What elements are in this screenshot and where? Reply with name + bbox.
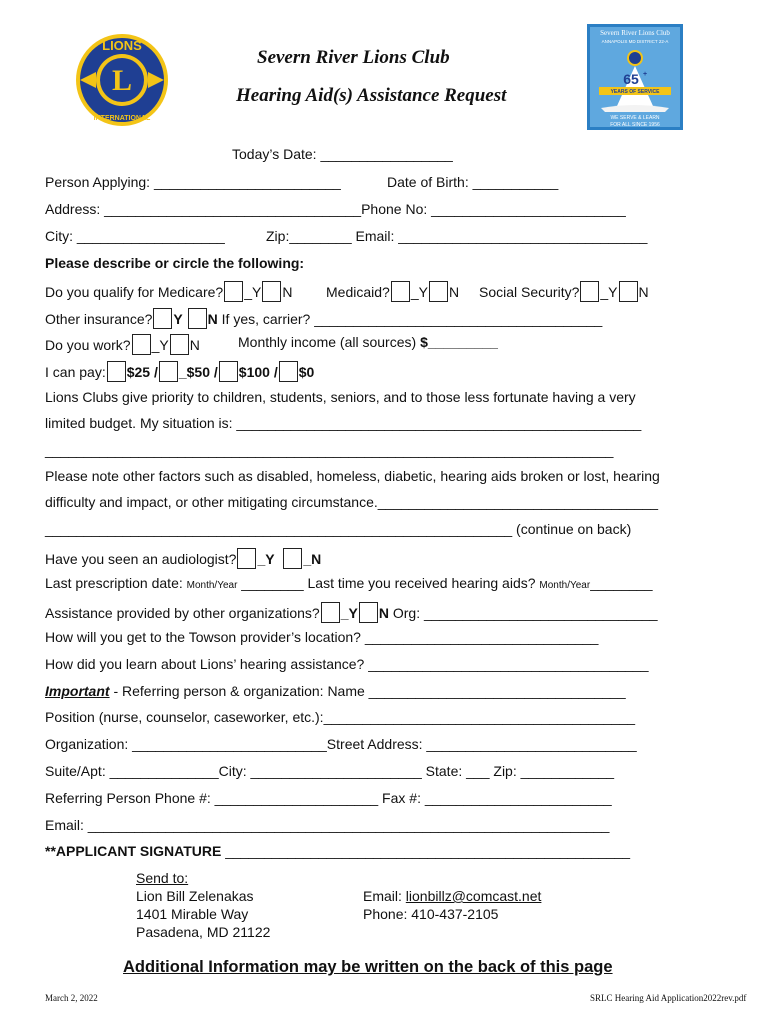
mitigating-field[interactable]: difficulty and impact, or other mitigating circumstance.____________________________________ bbox=[45, 494, 659, 510]
svg-text:Severn River Lions Club: Severn River Lions Club bbox=[600, 29, 670, 37]
situation-line-2[interactable]: _________________________________________________________________________ bbox=[45, 442, 614, 458]
pay-25-checkbox[interactable] bbox=[107, 361, 126, 382]
svg-text:FOR ALL SINCE 1956: FOR ALL SINCE 1956 bbox=[610, 122, 660, 128]
organization-field[interactable]: Organization: _________________________Street Address: ___________________________ bbox=[45, 736, 637, 752]
pay-option-25: $25 / bbox=[126, 364, 158, 380]
income-label: Monthly income (all sources) bbox=[238, 334, 421, 350]
situation-field[interactable]: limited budget. My situation is: ____________________________________________________ bbox=[45, 415, 642, 431]
ss-yes-checkbox[interactable] bbox=[580, 281, 599, 302]
no-label: N bbox=[638, 284, 649, 300]
yes-label: _Y bbox=[410, 284, 428, 300]
yes-label: _Y bbox=[151, 337, 169, 353]
svg-text:65: 65 bbox=[623, 71, 639, 87]
no-label: N bbox=[189, 337, 200, 353]
svg-text:+: + bbox=[643, 71, 648, 78]
svg-text:INTERNATIONAL: INTERNATIONAL bbox=[93, 115, 151, 122]
other-ins-no-checkbox[interactable] bbox=[188, 308, 207, 329]
yes-label: _Y bbox=[600, 284, 618, 300]
social-security-row bbox=[479, 281, 649, 302]
send-to-block bbox=[136, 870, 270, 940]
medicare-row bbox=[45, 281, 292, 302]
medicaid-row bbox=[326, 281, 459, 302]
received-label: ________ Last time you received hearing aids? bbox=[237, 575, 540, 591]
pay-0-checkbox[interactable] bbox=[279, 361, 298, 382]
ss-no-checkbox[interactable] bbox=[619, 281, 638, 302]
other-insurance-row bbox=[45, 308, 602, 329]
svg-text:YEARS OF SERVICE: YEARS OF SERVICE bbox=[610, 89, 660, 95]
describe-heading: Please describe or circle the following: bbox=[45, 255, 305, 271]
org-field[interactable]: Org: ______________________________ bbox=[392, 605, 658, 621]
position-field[interactable]: Position (nurse, counselor, caseworker, etc.):________________________________________ bbox=[45, 709, 636, 725]
received-blank: ________ bbox=[590, 575, 653, 591]
city-field[interactable]: City: ___________________ bbox=[45, 228, 225, 244]
no-label: N bbox=[207, 311, 218, 327]
rx-label: Last prescription date: bbox=[45, 575, 187, 591]
date-of-birth-field[interactable]: Date of Birth: ___________ bbox=[387, 174, 559, 190]
pay-100-checkbox[interactable] bbox=[219, 361, 238, 382]
income-amount: $_________ bbox=[420, 334, 498, 350]
audiologist-yes-checkbox[interactable] bbox=[237, 548, 256, 569]
learn-field[interactable]: How did you learn about Lions’ hearing assistance? ____________________________________ bbox=[45, 656, 649, 672]
additional-info-note: Additional Information may be written on the back of this page bbox=[123, 958, 613, 976]
zip-field[interactable] bbox=[266, 228, 647, 244]
page-title: Severn River Lions Club bbox=[257, 47, 450, 68]
audiologist-row bbox=[45, 548, 321, 569]
suite-city-field[interactable]: Suite/Apt: ______________City: ______________________ State: ___ Zip: ____________ bbox=[45, 763, 615, 779]
other-insurance-question: Other insurance? bbox=[45, 311, 153, 327]
pay-option-100: $100 / bbox=[238, 364, 278, 380]
pay-row bbox=[45, 361, 314, 382]
address-phone-field[interactable]: Address: _________________________________Phone No: _________________________ bbox=[45, 201, 626, 217]
pay-50-checkbox[interactable] bbox=[159, 361, 178, 382]
medicare-question: Do you qualify for Medicare? bbox=[45, 284, 224, 300]
pay-question: I can pay: bbox=[45, 364, 106, 380]
referring-label: - Referring person & organization: Name _________________________________ bbox=[109, 683, 626, 699]
social-security-question: Social Security? bbox=[479, 284, 580, 300]
assistance-question: Assistance provided by other organizations? bbox=[45, 605, 320, 621]
referring-row[interactable] bbox=[45, 683, 626, 699]
signature-label: **APPLICANT SIGNATURE bbox=[45, 843, 222, 859]
pay-option-50: _$50 / bbox=[178, 364, 218, 380]
medicare-no-checkbox[interactable] bbox=[262, 281, 281, 302]
signature-row[interactable] bbox=[45, 843, 630, 859]
assist-yes-checkbox[interactable] bbox=[321, 602, 340, 623]
send-to-city: Pasadena, MD 21122 bbox=[136, 924, 271, 940]
svg-text:ANNAPOLIS MD DISTRICT 22-A: ANNAPOLIS MD DISTRICT 22-A bbox=[601, 39, 669, 44]
work-no-checkbox[interactable] bbox=[170, 334, 189, 355]
svg-text:L: L bbox=[111, 64, 133, 97]
work-yes-checkbox[interactable] bbox=[132, 334, 151, 355]
no-label: N bbox=[448, 284, 460, 300]
contact-block bbox=[363, 888, 541, 922]
other-ins-yes-checkbox[interactable] bbox=[153, 308, 172, 329]
medicaid-yes-checkbox[interactable] bbox=[391, 281, 410, 302]
mitigating-line-2[interactable]: ____________________________________________________________ (continue on back) bbox=[45, 521, 632, 537]
no-label: N bbox=[282, 284, 293, 300]
no-label: N bbox=[378, 605, 389, 621]
work-row bbox=[45, 334, 200, 355]
audiologist-no-checkbox[interactable] bbox=[283, 548, 302, 569]
yes-label: Y bbox=[173, 311, 183, 327]
medicaid-no-checkbox[interactable] bbox=[429, 281, 448, 302]
important-label: Important bbox=[45, 683, 110, 699]
medicare-yes-checkbox[interactable] bbox=[224, 281, 243, 302]
svg-text:LIONS: LIONS bbox=[102, 38, 142, 53]
referring-email-field[interactable]: Email: ___________________________________________________________________ bbox=[45, 817, 610, 833]
svg-text:WE SERVE & LEARN: WE SERVE & LEARN bbox=[610, 115, 660, 121]
contact-phone: Phone: 410-437-2105 bbox=[363, 906, 499, 922]
zip-label: Zip:_______ bbox=[266, 228, 344, 244]
towson-field[interactable]: How will you get to the Towson provider’s location? ______________________________ bbox=[45, 629, 599, 645]
lions-logo bbox=[74, 32, 170, 128]
contact-email-link[interactable]: lionbillz@comcast.net bbox=[405, 888, 542, 904]
assistance-row bbox=[45, 602, 658, 623]
no-label: _N bbox=[303, 551, 322, 567]
yes-label: _Y bbox=[340, 605, 358, 621]
person-applying-field[interactable]: Person Applying: ________________________ bbox=[45, 174, 341, 190]
audiologist-question: Have you seen an audiologist? bbox=[45, 551, 237, 567]
work-question: Do you work? bbox=[45, 337, 131, 353]
priority-text-1: Lions Clubs give priority to children, students, seniors, and to those less fortunate having a very bbox=[45, 389, 636, 405]
rx-format-hint: Month/Year bbox=[186, 580, 238, 591]
page-subtitle: Hearing Aid(s) Assistance Request bbox=[236, 85, 507, 106]
received-format-hint: Month/Year bbox=[539, 580, 591, 591]
other-factors-text: Please note other factors such as disabled, homeless, diabetic, hearing aids broken or lost, hearing bbox=[45, 468, 660, 484]
send-to-name: Lion Bill Zelenakas bbox=[136, 888, 254, 904]
pay-option-0: $0 bbox=[298, 364, 315, 380]
todays-date-field[interactable]: Today’s Date: _________________ bbox=[232, 146, 453, 162]
email-label: Email: bbox=[363, 888, 406, 904]
footer-filename: SRLC Hearing Aid Application2022rev.pdf bbox=[590, 993, 747, 1003]
referring-phone-field[interactable]: Referring Person Phone #: _____________________ Fax #: ________________________ bbox=[45, 790, 612, 806]
income-field[interactable] bbox=[238, 334, 498, 350]
send-to-street: 1401 Mirable Way bbox=[136, 906, 249, 922]
prescription-row[interactable] bbox=[45, 575, 652, 591]
yes-label: _Y bbox=[257, 551, 275, 567]
club-seal bbox=[587, 24, 683, 130]
carrier-field[interactable]: If yes, carrier? _____________________________________ bbox=[221, 311, 603, 327]
signature-line: ____________________________________________________ bbox=[221, 843, 631, 859]
yes-label: _Y bbox=[244, 284, 262, 300]
email-field[interactable]: _ Email: ________________________________ bbox=[343, 228, 648, 244]
medicaid-question: Medicaid? bbox=[326, 284, 390, 300]
assist-no-checkbox[interactable] bbox=[359, 602, 378, 623]
footer-date: March 2, 2022 bbox=[45, 993, 98, 1003]
send-to-label: Send to: bbox=[136, 870, 189, 886]
